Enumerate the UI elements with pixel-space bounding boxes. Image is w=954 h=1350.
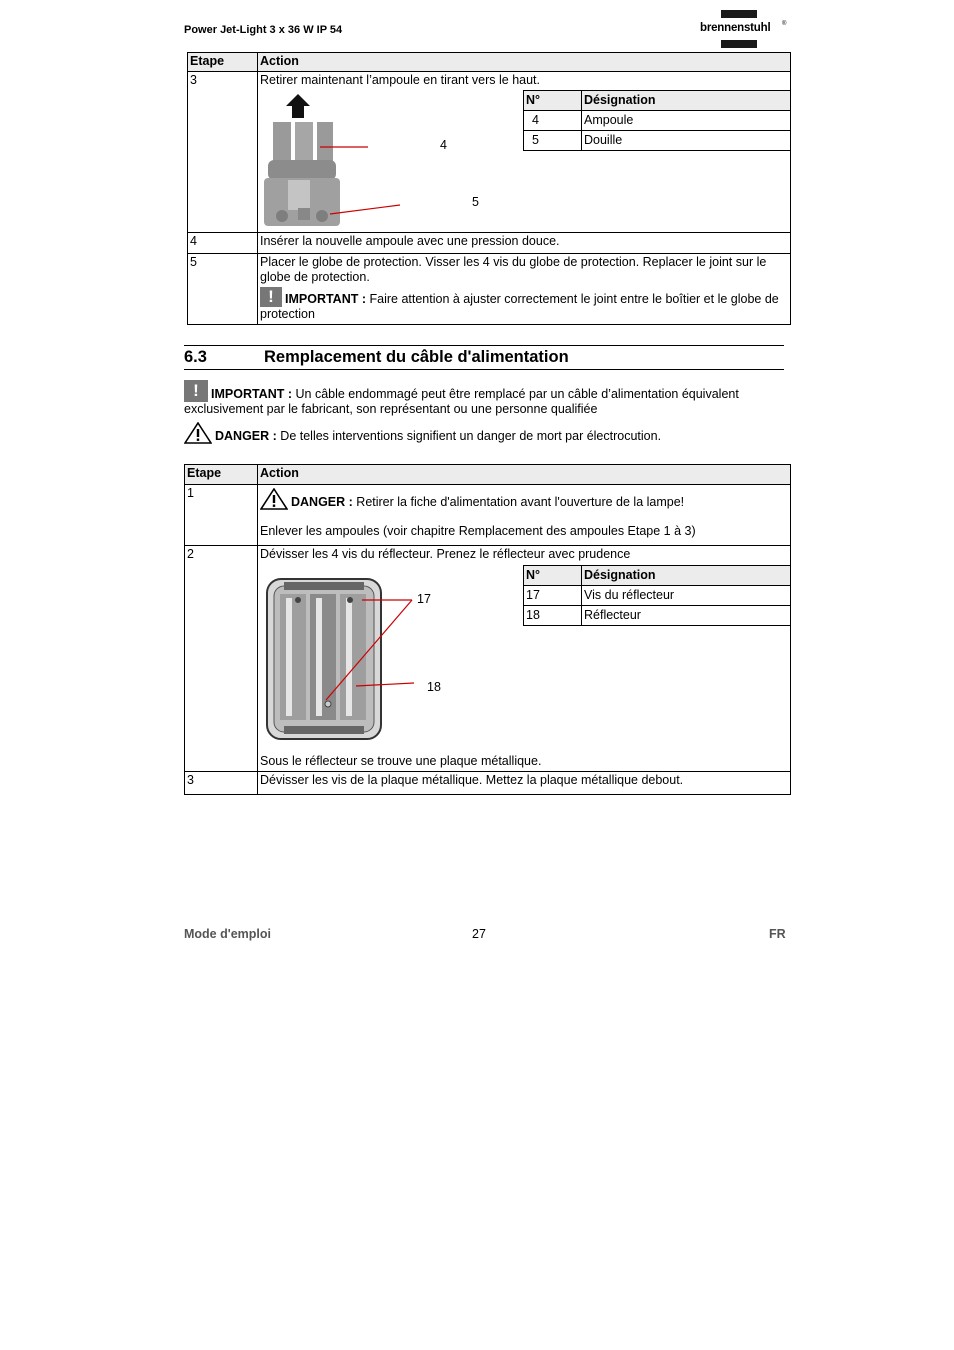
brand-logo-text: brennenstuhl <box>700 22 771 34</box>
callout-17: 17 <box>417 592 431 606</box>
danger-text: Retirer la fiche d'alimentation avant l'ouverture de la lampe! <box>352 495 685 509</box>
important-icon: ! <box>184 380 208 402</box>
section-top-rule <box>184 345 784 346</box>
brand-logo: brennenstuhl ® <box>700 10 786 48</box>
step-number: 2 <box>185 546 258 772</box>
important-text: Un câble endommagé peut être remplacé par un câble d’alimentation équivalent exclusivement par le fabricant, son représentant ou une personne qualifiée <box>184 387 739 416</box>
important-label: IMPORTANT : <box>211 387 293 401</box>
legend-col-designation: Désignation <box>582 91 791 111</box>
section-title: Remplacement du câble d'alimentation <box>264 348 569 366</box>
legend-col-designation: Désignation <box>582 566 791 586</box>
callout-5: 5 <box>472 195 479 209</box>
step-action: Insérer la nouvelle ampoule avec une pression douce. <box>258 233 791 254</box>
step-number: 4 <box>188 233 258 254</box>
col-header-action: Action <box>258 53 791 72</box>
steps-table-2 <box>184 464 791 795</box>
page-number: 27 <box>472 927 486 941</box>
legend-col-no: N° <box>524 566 582 586</box>
step-number: 3 <box>188 72 258 233</box>
table-row <box>185 485 791 546</box>
danger-note <box>184 422 774 444</box>
step-action: Dévisser les 4 vis du réflecteur. Prenez le réflecteur avec prudence <box>260 547 631 561</box>
table-row <box>188 233 791 254</box>
callout-4: 4 <box>440 138 447 152</box>
document-title: Power Jet-Light 3 x 36 W IP 54 <box>184 24 343 36</box>
legend-row: 4 Ampoule <box>524 111 791 131</box>
danger-label: DANGER : <box>291 495 353 509</box>
legend-table-1 <box>523 90 791 151</box>
legend-row: 18 Réflecteur <box>524 606 791 626</box>
section-bottom-rule <box>184 369 784 370</box>
warning-triangle-icon <box>260 488 288 510</box>
step-action: Retirer maintenant l’ampoule en tirant vers le haut. <box>260 73 541 87</box>
important-note <box>184 380 774 417</box>
danger-label: DANGER : <box>215 429 277 443</box>
important-icon: ! <box>260 287 282 307</box>
callout-18: 18 <box>427 680 441 694</box>
danger-text: De telles interventions signifient un danger de mort par électrocution. <box>276 429 662 443</box>
legend-col-no: N° <box>524 91 582 111</box>
step-number: 5 <box>188 254 258 325</box>
warning-triangle-icon <box>184 422 212 444</box>
table-row <box>185 772 791 795</box>
legend-row: 17 Vis du réflecteur <box>524 586 791 606</box>
step-number: 3 <box>185 772 258 795</box>
legend-row: 5 Douille <box>524 131 791 151</box>
step-action-after: Sous le réflecteur se trouve une plaque métallique. <box>260 754 542 768</box>
important-label: IMPORTANT : <box>285 292 367 306</box>
legend-table-2 <box>523 565 791 626</box>
step-action: Enlever les ampoules (voir chapitre Remplacement des ampoules Etape 1 à 3) <box>260 524 696 538</box>
footer-language: FR <box>769 927 786 941</box>
footer-manual-label: Mode d'emploi <box>184 927 271 941</box>
section-number: 6.3 <box>184 348 207 366</box>
col-header-step: Etape <box>188 53 258 72</box>
step-action: Placer le globe de protection. Visser les 4 vis du globe de protection. Replacer le joint sur le globe de protection. <box>260 255 767 284</box>
col-header-step: Etape <box>185 465 258 485</box>
table-row <box>188 254 791 325</box>
lamp-socket-illustration <box>258 88 518 228</box>
important-text: Faire attention à ajuster correctement le joint entre le boîtier et le globe de protection <box>260 292 779 321</box>
step-action: Dévisser les vis de la plaque métallique. Mettez la plaque métallique debout. <box>258 772 791 795</box>
step-number: 1 <box>185 485 258 546</box>
col-header-action: Action <box>258 465 791 485</box>
